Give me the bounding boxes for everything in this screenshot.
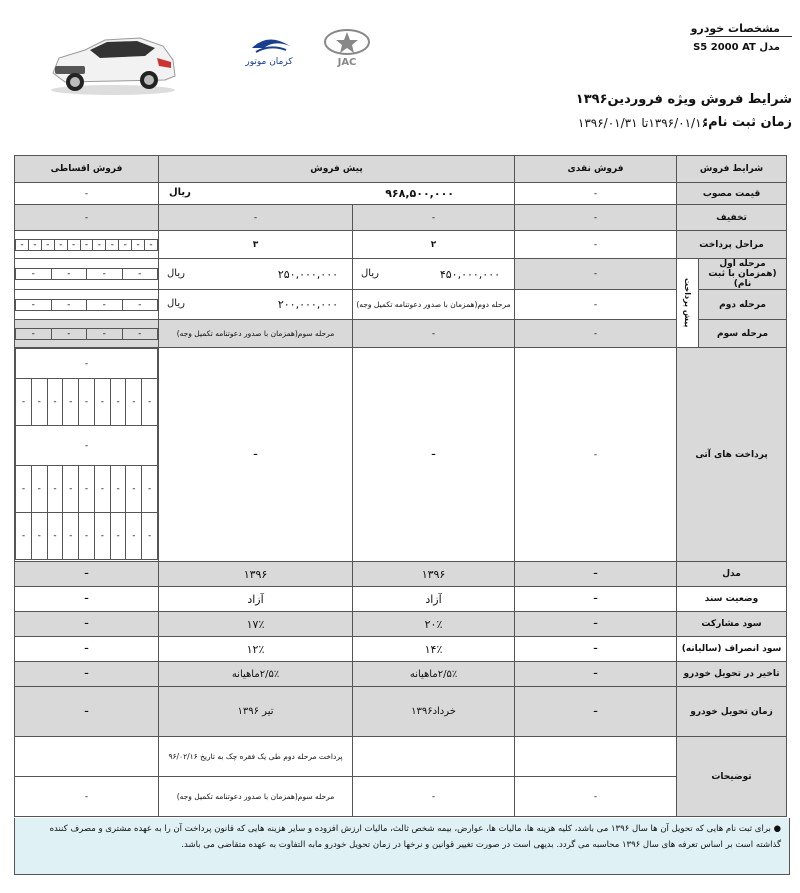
cell-stage3-cash: - (515, 320, 677, 348)
footer-note: ● برای ثبت نام هایی که تحویل آن ها سال ۱۳۹۶ می باشد، کلیه هزینه ها، مالیات ها، عوارض، بیمه شخص ثالث، مالیات ارزش افزوده و سایر هزینه هایی که قانون پرداخت آن را به عهده مشتری و مصرف کننده گذاشته است بر اساس تعرفه های سال ۱۳۹۶ محاسبه می گردد. بدیهی است در صورت تغییر قوانین و نرخها در زمان تحویل خودرو مابه التفاوت به عهده متقاضی می باشد. (14, 818, 790, 875)
registration-label: زمان ثبت نام: (702, 115, 792, 130)
kerman-logo-text: کرمان موتور (245, 57, 293, 67)
header-presale: پیش فروش (159, 156, 515, 183)
row-label-delivery: زمان تحویل خودرو (677, 687, 787, 737)
cell-stages-cash: - (515, 231, 677, 259)
cell-cancel-installment: – (15, 637, 159, 662)
cell-delay-installment: – (15, 662, 159, 687)
cell-model-cash: – (515, 562, 677, 587)
row-label-future: پرداخت های آتی (677, 348, 787, 562)
cell-stage1-col3: ۲۵۰,۰۰۰,۰۰۰ ریال (159, 259, 353, 290)
cell-notes-a-cash (515, 737, 677, 777)
cell-stage2-col3: ۲۰۰,۰۰۰,۰۰۰ ریال (159, 290, 353, 320)
cell-profit-col3: ۱۷٪ (159, 612, 353, 637)
cell-cancel-cash: – (515, 637, 677, 662)
cell-stage2-col2: مرحله دوم(همزمان با صدور دعوتنامه تکمیل وجه) (353, 290, 515, 320)
row-label-stage3: مرحله سوم (699, 320, 787, 348)
header-installment: فروش اقساطی (15, 156, 159, 183)
row-label-notes: توضیحات (677, 737, 787, 817)
spec-title: مشخصات خودرو (690, 22, 780, 35)
cell-delay-cash: – (515, 662, 677, 687)
cell-model-installment: – (15, 562, 159, 587)
cell-discount-col3: - (159, 205, 353, 231)
cell-stage3-installment: - - - - (15, 320, 159, 348)
cell-delivery-col2: خرداد۱۳۹۶ (353, 687, 515, 737)
cell-stage2-installment: - - - - (15, 290, 159, 320)
row-label-delay: تاخیر در تحویل خودرو (677, 662, 787, 687)
cell-delivery-installment: – (15, 687, 159, 737)
cell-price-presale (159, 183, 515, 205)
cell-profit-cash: – (515, 612, 677, 637)
cell-delay-col3: ۲/۵٪ماهیانه (159, 662, 353, 687)
prepay-label: پیش پرداخت (677, 259, 699, 348)
jac-logo (318, 28, 376, 68)
car-image (45, 28, 180, 98)
kerman-motor-logo (238, 30, 300, 68)
cell-stage3-col2: - (353, 320, 515, 348)
cell-stage1-col2: ۴۵۰,۰۰۰,۰۰۰ ریال (353, 259, 515, 290)
header-cash: فروش نقدی (515, 156, 677, 183)
cell-profit-installment: – (15, 612, 159, 637)
cell-discount-col2: - (353, 205, 515, 231)
cell-stages-installment (15, 231, 159, 259)
cell-notes-b-col3: مرحله سوم(همزمان با صدور دعوتنامه تکمیل وجه) (159, 777, 353, 817)
cell-discount-installment: - (15, 205, 159, 231)
installment-grid: - - - - - - - - - - - (15, 239, 158, 251)
cell-notes-a-installment (15, 737, 159, 777)
cell-stage3-col3: مرحله سوم(همزمان با صدور دعوتنامه تکمیل وجه) (159, 320, 353, 348)
cell-model-col3: ۱۳۹۶ (159, 562, 353, 587)
cell-notes-a-col3: پرداخت مرحله دوم طی یک فقره چک به تاریخ ۹۶/۰۲/۱۶ (159, 737, 353, 777)
row-label-doc: وضعیت سند (677, 587, 787, 612)
cell-delivery-cash: – (515, 687, 677, 737)
row-label-cancel: سود انصراف (سالیانه) (677, 637, 787, 662)
model-label: S5 2000 AT مدل (693, 42, 780, 53)
cell-doc-col2: آزاد (353, 587, 515, 612)
row-label-profit: سود مشارکت (677, 612, 787, 637)
cell-model-col2: ۱۳۹۶ (353, 562, 515, 587)
jac-logo-text: JAC (337, 57, 357, 68)
cell-future-col2: – (353, 348, 515, 562)
cell-delivery-col3: تیر ۱۳۹۶ (159, 687, 353, 737)
cell-discount-cash: - (515, 205, 677, 231)
cell-doc-installment: – (15, 587, 159, 612)
registration-value: ۱۳۹۶/۰۱/۱۶تا ۱۳۹۶/۰۱/۳۱ (577, 116, 708, 130)
spec-divider (706, 36, 792, 37)
cell-stage1-installment: - - - - (15, 259, 159, 290)
sales-conditions-table (14, 155, 787, 817)
cell-doc-cash: – (515, 587, 677, 612)
cell-delay-col2: ۲/۵٪ماهیانه (353, 662, 515, 687)
row-label-stage2: مرحله دوم (699, 290, 787, 320)
cell-notes-b-cash: - (515, 777, 677, 817)
row-label-discount: تخفیف (677, 205, 787, 231)
price-unit: ریال (169, 187, 191, 198)
row-label-model: مدل (677, 562, 787, 587)
cell-doc-col3: آزاد (159, 587, 353, 612)
cell-stages-col2: ۲ (353, 231, 515, 259)
cell-stage1-cash: - (515, 259, 677, 290)
header-conditions: شرایط فروش (677, 156, 787, 183)
cell-price-installment: - (15, 183, 159, 205)
cell-cancel-col3: ۱۲٪ (159, 637, 353, 662)
price-value: ۹۶۸,۵۰۰,۰۰۰ (385, 187, 455, 200)
cell-price-cash: - (515, 183, 677, 205)
future-payments-grid: - - - - - - - - - - - - - - - - - - - - - - - - - - - - - (15, 348, 158, 560)
row-label-price: قیمت مصوب (677, 183, 787, 205)
cell-notes-b-installment: - (15, 777, 159, 817)
cell-future-col3: – (159, 348, 353, 562)
cell-stages-col3: ۳ (159, 231, 353, 259)
row-label-stages: مراحل پرداخت (677, 231, 787, 259)
cell-notes-a-col2 (353, 737, 515, 777)
conditions-title: شرایط فروش ویژه فروردین۱۳۹۶ (575, 92, 792, 107)
cell-notes-b-col2: - (353, 777, 515, 817)
cell-profit-col2: ۲۰٪ (353, 612, 515, 637)
cell-stage2-cash: - (515, 290, 677, 320)
cell-future-installment (15, 348, 159, 562)
cell-future-cash: - (515, 348, 677, 562)
cell-cancel-col2: ۱۴٪ (353, 637, 515, 662)
row-label-stage1: مرحله اول (همزمان با ثبت نام) (699, 259, 787, 290)
